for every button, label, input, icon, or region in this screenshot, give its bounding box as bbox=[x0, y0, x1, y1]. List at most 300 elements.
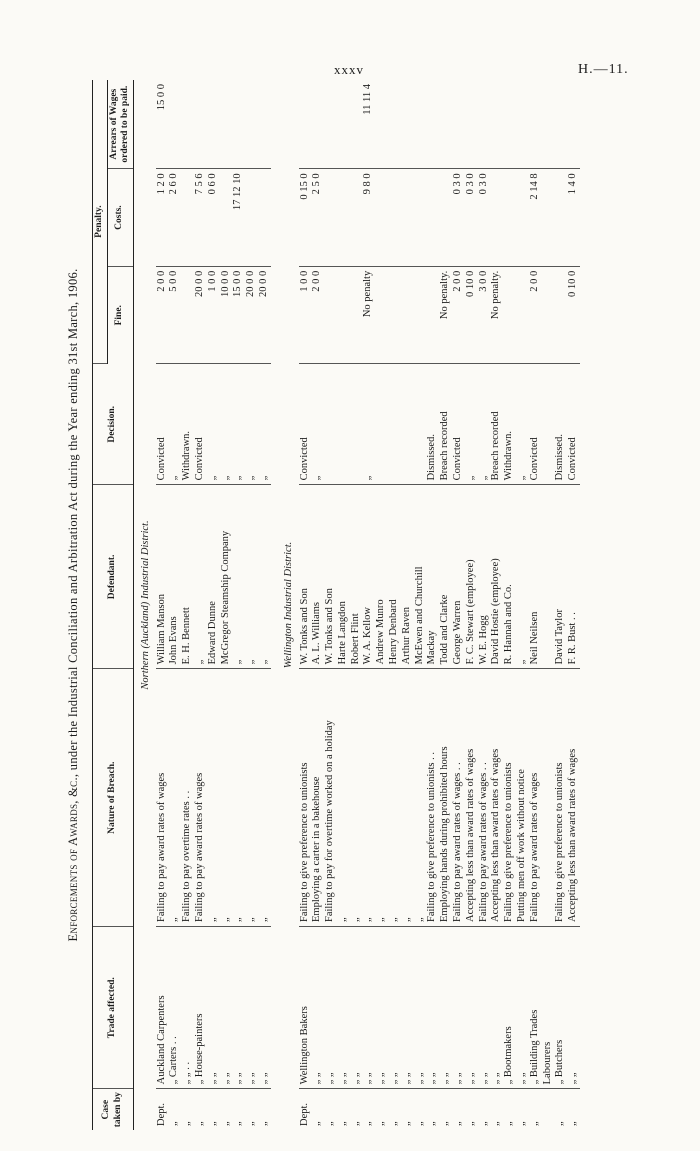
cell-defendant: W. A. Kellow bbox=[362, 485, 375, 669]
cell-costs: 17 12 10 bbox=[232, 169, 245, 266]
cell-decision: „ bbox=[311, 364, 324, 485]
section-title: Wellington Industrial District. bbox=[282, 541, 294, 669]
cell-defendant: A. L. Williams bbox=[311, 485, 324, 669]
cell-trade: „ Carters . . bbox=[168, 927, 181, 1089]
cell-trade: „ „ bbox=[426, 927, 439, 1089]
cell-case: „ bbox=[413, 1121, 425, 1126]
cell-breach: „ bbox=[207, 669, 220, 927]
cell-breach: Accepting less than award rates of wages bbox=[465, 669, 478, 927]
cell-breach: Failing to give preference to unionists bbox=[554, 669, 567, 927]
cell-costs bbox=[375, 169, 388, 266]
cell-decision: Convicted bbox=[156, 364, 169, 485]
cell-arrears bbox=[337, 80, 350, 169]
cell-defendant bbox=[542, 485, 555, 669]
cell-breach: Failing to give preference to unionists bbox=[299, 669, 312, 927]
cell-decision: „ bbox=[362, 364, 375, 485]
cell-trade: Wellington Bakers bbox=[299, 927, 312, 1089]
cell-case: „ bbox=[193, 1121, 205, 1126]
cell-case: „ bbox=[528, 1121, 540, 1126]
table-row bbox=[337, 80, 350, 1130]
cell-defendant: W. Tonks and Son bbox=[299, 485, 312, 669]
header-costs: Costs. bbox=[107, 169, 133, 266]
table-row bbox=[324, 80, 337, 1130]
cell-fine bbox=[542, 266, 555, 363]
cell-trade: „ „ bbox=[375, 927, 388, 1089]
cell-trade: „ Butchers bbox=[554, 927, 567, 1089]
table-row bbox=[350, 80, 363, 1130]
cell-defendant: „ bbox=[232, 485, 245, 669]
cell-fine bbox=[181, 266, 194, 363]
cell-fine bbox=[554, 266, 567, 363]
cell-fine: No penalty. bbox=[439, 266, 452, 363]
cell-fine: 2 0 0 bbox=[311, 266, 324, 363]
table-row bbox=[299, 80, 312, 1130]
cell-defendant: R. Hannah and Co. bbox=[503, 485, 516, 669]
cell-arrears bbox=[426, 80, 439, 169]
cell-defendant: McEwen and Churchill bbox=[414, 485, 427, 669]
cell-case: „ bbox=[336, 1121, 348, 1126]
table-title bbox=[66, 80, 81, 1130]
cell-case: „ bbox=[503, 1121, 515, 1126]
title-suffix: under the Industrial Conciliation and Arbitration Act during the Year ending 31st March, 1906. bbox=[66, 268, 80, 771]
cell-case: „ bbox=[206, 1121, 218, 1126]
cell-arrears bbox=[299, 80, 312, 169]
cell-trade: „ „ bbox=[490, 927, 503, 1089]
cell-case: „ bbox=[311, 1121, 323, 1126]
cell-trade: „ „ bbox=[207, 927, 220, 1089]
cell-costs: 1 2 0 bbox=[156, 169, 169, 266]
table-row bbox=[181, 80, 194, 1130]
cell-fine: 20 0 0 bbox=[258, 266, 271, 363]
cell-arrears bbox=[311, 80, 324, 169]
cell-case: „ bbox=[232, 1121, 244, 1126]
cell-costs bbox=[258, 169, 271, 266]
cell-trade: „ Building Trades bbox=[529, 927, 542, 1089]
cell-costs: 2 6 0 bbox=[168, 169, 181, 266]
cell-defendant: W. E. Hogg bbox=[478, 485, 491, 669]
table-row bbox=[490, 80, 503, 1130]
header-defendant: Defendant. bbox=[93, 485, 134, 669]
cell-breach: Accepting less than award rates of wages bbox=[490, 669, 503, 927]
header-case: Case taken by bbox=[93, 1089, 134, 1130]
table-row bbox=[503, 80, 516, 1130]
cell-defendant: George Warren bbox=[452, 485, 465, 669]
cell-fine: 3 0 0 bbox=[478, 266, 491, 363]
cell-costs bbox=[439, 169, 452, 266]
cell-decision bbox=[388, 364, 401, 485]
cell-defendant: „ bbox=[516, 485, 529, 669]
cell-trade: „ House-painters bbox=[194, 927, 207, 1089]
cell-breach: „ bbox=[401, 669, 414, 927]
cell-defendant: W. Tonks and Son bbox=[324, 485, 337, 669]
table-row bbox=[194, 80, 207, 1130]
cell-decision: „ bbox=[245, 364, 258, 485]
cell-defendant: Andrew Munro bbox=[375, 485, 388, 669]
cell-breach: „ bbox=[220, 669, 233, 927]
cell-trade: „ „ bbox=[439, 927, 452, 1089]
cell-decision: „ bbox=[220, 364, 233, 485]
cell-defendant: Henry Denbard bbox=[388, 485, 401, 669]
cell-fine bbox=[503, 266, 516, 363]
cell-breach: Putting men off work without notice bbox=[516, 669, 529, 927]
cell-fine: 0 10 0 bbox=[465, 266, 478, 363]
cell-breach: Failing to give preference to unionists . . bbox=[426, 669, 439, 927]
cell-arrears: 15 0 0 bbox=[156, 80, 169, 169]
cell-case: „ bbox=[362, 1121, 374, 1126]
cell-defendant: William Manson bbox=[156, 485, 169, 669]
cell-costs bbox=[350, 169, 363, 266]
cell-decision bbox=[350, 364, 363, 485]
cell-arrears bbox=[567, 80, 580, 169]
cell-arrears bbox=[207, 80, 220, 169]
cell-breach: Failing to pay overtime rates . . bbox=[181, 669, 194, 927]
cell-trade: „ „ . . bbox=[181, 927, 194, 1089]
cell-defendant: John Evans bbox=[168, 485, 181, 669]
rotated-table-region bbox=[66, 80, 632, 1130]
cell-costs bbox=[490, 169, 503, 266]
cell-arrears bbox=[388, 80, 401, 169]
cell-trade: „ „ bbox=[452, 927, 465, 1089]
cell-costs bbox=[426, 169, 439, 266]
table-row bbox=[426, 80, 439, 1130]
cell-costs: 9 8 0 bbox=[362, 169, 375, 266]
cell-costs bbox=[554, 169, 567, 266]
table-body bbox=[133, 80, 580, 1130]
cell-case: „ bbox=[477, 1121, 489, 1126]
cell-case: „ bbox=[567, 1121, 579, 1126]
cell-defendant: „ bbox=[194, 485, 207, 669]
cell-arrears bbox=[220, 80, 233, 169]
cell-case: „ bbox=[426, 1121, 438, 1126]
cell-breach: Failing to pay award rates of wages bbox=[194, 669, 207, 927]
cell-trade: Auckland Carpenters bbox=[156, 927, 169, 1089]
cell-trade: „ „ bbox=[401, 927, 414, 1089]
cell-decision: Convicted bbox=[567, 364, 580, 485]
cell-trade: „ „ bbox=[337, 927, 350, 1089]
cell-fine bbox=[324, 266, 337, 363]
table-row bbox=[232, 80, 245, 1130]
cell-case: „ bbox=[245, 1121, 257, 1126]
cell-case: „ bbox=[257, 1121, 269, 1126]
cell-defendant: E. H. Bennett bbox=[181, 485, 194, 669]
cell-trade: „ „ bbox=[311, 927, 324, 1089]
cell-breach: „ bbox=[337, 669, 350, 927]
cell-fine: 1 0 0 bbox=[207, 266, 220, 363]
cell-decision: Breach recorded bbox=[490, 364, 503, 485]
cell-breach: Employing hands during prohibited hours bbox=[439, 669, 452, 927]
cell-decision: „ bbox=[207, 364, 220, 485]
table-row bbox=[311, 80, 324, 1130]
cell-trade: „ „ bbox=[465, 927, 478, 1089]
table-row bbox=[401, 80, 414, 1130]
cell-arrears bbox=[490, 80, 503, 169]
cell-defendant: Harte Langdon bbox=[337, 485, 350, 669]
header-penalty: Penalty. bbox=[93, 80, 108, 364]
cell-arrears bbox=[194, 80, 207, 169]
cell-arrears bbox=[542, 80, 555, 169]
cell-costs bbox=[245, 169, 258, 266]
cell-costs bbox=[220, 169, 233, 266]
cell-fine: 5 0 0 bbox=[168, 266, 181, 363]
cell-fine bbox=[337, 266, 350, 363]
table-row bbox=[168, 80, 181, 1130]
cell-case: „ bbox=[375, 1121, 387, 1126]
cell-costs: 0 3 0 bbox=[465, 169, 478, 266]
cell-breach: „ bbox=[414, 669, 427, 927]
cell-arrears bbox=[232, 80, 245, 169]
cell-breach: „ bbox=[232, 669, 245, 927]
cell-costs: 0 3 0 bbox=[478, 169, 491, 266]
cell-fine: 20 0 0 bbox=[194, 266, 207, 363]
cell-defendant: Mackay bbox=[426, 485, 439, 669]
table-row bbox=[245, 80, 258, 1130]
cell-breach bbox=[542, 669, 555, 927]
cell-case: „ bbox=[181, 1121, 193, 1126]
cell-fine: 20 0 0 bbox=[245, 266, 258, 363]
cell-trade: „ „ bbox=[258, 927, 271, 1089]
cell-decision bbox=[324, 364, 337, 485]
cell-breach: Failing to pay award rates of wages . . bbox=[478, 669, 491, 927]
cell-trade: „ „ bbox=[388, 927, 401, 1089]
cell-breach: Failing to pay award rates of wages . . bbox=[452, 669, 465, 927]
table-row bbox=[375, 80, 388, 1130]
cell-case: Dept. bbox=[155, 1102, 167, 1126]
cell-decision: Withdrawn. bbox=[181, 364, 194, 485]
cell-fine bbox=[426, 266, 439, 363]
cell-costs bbox=[181, 169, 194, 266]
cell-fine: 0 10 0 bbox=[567, 266, 580, 363]
table-row bbox=[414, 80, 427, 1130]
cell-decision bbox=[375, 364, 388, 485]
cell-defendant: Neil Neilsen bbox=[529, 485, 542, 669]
cell-decision: „ bbox=[258, 364, 271, 485]
table-row bbox=[567, 80, 580, 1130]
cell-costs bbox=[337, 169, 350, 266]
cell-trade: „ „ bbox=[567, 927, 580, 1089]
cell-case: „ bbox=[516, 1121, 528, 1126]
cell-case: „ bbox=[349, 1121, 361, 1126]
cell-decision: Dismissed. bbox=[426, 364, 439, 485]
section-heading-row bbox=[277, 80, 299, 1130]
table-row bbox=[478, 80, 491, 1130]
cell-breach: Failing to pay award rates of wages bbox=[529, 669, 542, 927]
cell-costs bbox=[542, 169, 555, 266]
cell-case: „ bbox=[400, 1121, 412, 1126]
cell-trade: „ „ bbox=[414, 927, 427, 1089]
cell-arrears bbox=[245, 80, 258, 169]
cell-trade: „ „ bbox=[220, 927, 233, 1089]
cell-trade: Labourers bbox=[542, 927, 555, 1089]
cell-arrears bbox=[465, 80, 478, 169]
header-breach: Nature of Breach. bbox=[93, 669, 134, 927]
cell-arrears bbox=[375, 80, 388, 169]
cell-decision: Convicted bbox=[452, 364, 465, 485]
cell-arrears bbox=[503, 80, 516, 169]
cell-defendant: David Hostie (employee) bbox=[490, 485, 503, 669]
cell-case: „ bbox=[219, 1121, 231, 1126]
cell-decision: „ bbox=[232, 364, 245, 485]
cell-decision: Convicted bbox=[299, 364, 312, 485]
page-code: H.—11. bbox=[578, 62, 629, 77]
cell-fine: 2 0 0 bbox=[156, 266, 169, 363]
table-row bbox=[156, 80, 169, 1130]
table-row bbox=[258, 80, 271, 1130]
cell-fine: 10 0 0 bbox=[220, 266, 233, 363]
cell-costs bbox=[414, 169, 427, 266]
cell-fine: 2 0 0 bbox=[452, 266, 465, 363]
cell-arrears bbox=[401, 80, 414, 169]
cell-case: Dept. bbox=[298, 1102, 310, 1126]
cell-fine: 1 0 0 bbox=[299, 266, 312, 363]
cell-costs: 0 15 0 bbox=[299, 169, 312, 266]
cell-trade: „ Bootmakers bbox=[503, 927, 516, 1089]
cell-decision: „ bbox=[168, 364, 181, 485]
cell-fine bbox=[350, 266, 363, 363]
cell-breach: „ bbox=[388, 669, 401, 927]
header-trade: Trade affected. bbox=[93, 927, 134, 1089]
cell-breach: „ bbox=[168, 669, 181, 927]
table-row bbox=[465, 80, 478, 1130]
cell-defendant: McGregor Steamship Company bbox=[220, 485, 233, 669]
cell-defendant: Arthur Raven bbox=[401, 485, 414, 669]
cell-costs: 7 5 6 bbox=[194, 169, 207, 266]
cell-costs: 2 14 8 bbox=[529, 169, 542, 266]
title-prefix: Enforcements of Awards, &c., bbox=[66, 773, 80, 942]
cell-costs bbox=[401, 169, 414, 266]
cell-breach: „ bbox=[258, 669, 271, 927]
cell-arrears bbox=[452, 80, 465, 169]
cell-decision: Withdrawn. bbox=[503, 364, 516, 485]
cell-breach: „ bbox=[350, 669, 363, 927]
cell-breach: Failing to pay award rates of wages bbox=[156, 669, 169, 927]
cell-costs bbox=[324, 169, 337, 266]
cell-costs bbox=[503, 169, 516, 266]
cell-case: „ bbox=[554, 1121, 566, 1126]
cell-arrears bbox=[181, 80, 194, 169]
cell-decision bbox=[337, 364, 350, 485]
table-row bbox=[207, 80, 220, 1130]
page-number: xxxv bbox=[334, 62, 364, 77]
table-row bbox=[452, 80, 465, 1130]
cell-arrears bbox=[324, 80, 337, 169]
cell-case: „ bbox=[452, 1121, 464, 1126]
cell-breach: Failing to give preference to unionists bbox=[503, 669, 516, 927]
cell-defendant: „ bbox=[245, 485, 258, 669]
cell-trade: „ „ bbox=[362, 927, 375, 1089]
cell-defendant: Edward Dunne bbox=[207, 485, 220, 669]
cell-arrears bbox=[439, 80, 452, 169]
cell-fine bbox=[414, 266, 427, 363]
section-heading-row bbox=[133, 80, 155, 1130]
header-fine: Fine. bbox=[107, 266, 133, 363]
cell-arrears bbox=[350, 80, 363, 169]
cell-decision: Convicted bbox=[529, 364, 542, 485]
cell-case: „ bbox=[490, 1121, 502, 1126]
cell-decision: „ bbox=[478, 364, 491, 485]
cell-fine: No penalty bbox=[362, 266, 375, 363]
cell-breach: Employing a carter in a bakehouse bbox=[311, 669, 324, 927]
table-row bbox=[362, 80, 375, 1130]
cell-decision bbox=[401, 364, 414, 485]
cell-trade: „ „ bbox=[516, 927, 529, 1089]
cell-fine bbox=[516, 266, 529, 363]
section-title: Northern (Auckland) Industrial District. bbox=[139, 520, 151, 690]
cell-breach: Failing to pay for overtime worked on a holiday bbox=[324, 669, 337, 927]
cell-arrears bbox=[258, 80, 271, 169]
cell-defendant: Robert Flint bbox=[350, 485, 363, 669]
cell-defendant: „ bbox=[258, 485, 271, 669]
cell-arrears bbox=[168, 80, 181, 169]
cell-defendant: David Taylor bbox=[554, 485, 567, 669]
cell-case: „ bbox=[168, 1121, 180, 1126]
table-row bbox=[542, 80, 555, 1130]
cell-fine: 15 0 0 bbox=[232, 266, 245, 363]
cell-costs: 0 3 0 bbox=[452, 169, 465, 266]
cell-decision: „ bbox=[516, 364, 529, 485]
cell-costs bbox=[388, 169, 401, 266]
cell-case: „ bbox=[324, 1121, 336, 1126]
cell-costs: 0 6 0 bbox=[207, 169, 220, 266]
cell-arrears: 11 11 4 bbox=[362, 80, 375, 169]
cell-defendant: F. R. Bust . . bbox=[567, 485, 580, 669]
header-arrears: Arrears of Wages ordered to be paid. bbox=[107, 80, 133, 169]
cell-trade: „ „ bbox=[232, 927, 245, 1089]
cell-breach: „ bbox=[245, 669, 258, 927]
cell-decision: Breach recorded bbox=[439, 364, 452, 485]
table-row bbox=[516, 80, 529, 1130]
table-row bbox=[220, 80, 233, 1130]
cell-decision: Dismissed. bbox=[554, 364, 567, 485]
cell-costs: 1 4 0 bbox=[567, 169, 580, 266]
enforcements-table bbox=[92, 80, 580, 1130]
cell-fine bbox=[401, 266, 414, 363]
cell-fine: 2 0 0 bbox=[529, 266, 542, 363]
cell-decision bbox=[542, 364, 555, 485]
cell-defendant: Todd and Clarke bbox=[439, 485, 452, 669]
cell-case: „ bbox=[439, 1121, 451, 1126]
cell-defendant: F. C. Stewart (employee) bbox=[465, 485, 478, 669]
cell-case: „ bbox=[388, 1121, 400, 1126]
cell-case bbox=[542, 1089, 555, 1130]
cell-breach: Accepting less than award rates of wages bbox=[567, 669, 580, 927]
table-row bbox=[439, 80, 452, 1130]
header-decision: Decision. bbox=[93, 364, 134, 485]
cell-decision: Convicted bbox=[194, 364, 207, 485]
cell-breach: „ bbox=[362, 669, 375, 927]
cell-arrears bbox=[414, 80, 427, 169]
cell-trade: „ „ bbox=[350, 927, 363, 1089]
cell-case: „ bbox=[464, 1121, 476, 1126]
cell-breach: „ bbox=[375, 669, 388, 927]
cell-arrears bbox=[516, 80, 529, 169]
table-row bbox=[388, 80, 401, 1130]
cell-decision bbox=[414, 364, 427, 485]
cell-fine: No penalty. bbox=[490, 266, 503, 363]
cell-arrears bbox=[529, 80, 542, 169]
cell-trade: „ „ bbox=[324, 927, 337, 1089]
cell-costs: 2 5 0 bbox=[311, 169, 324, 266]
cell-fine bbox=[388, 266, 401, 363]
cell-arrears bbox=[478, 80, 491, 169]
table-row bbox=[529, 80, 542, 1130]
cell-fine bbox=[375, 266, 388, 363]
cell-decision: „ bbox=[465, 364, 478, 485]
cell-trade: „ „ bbox=[245, 927, 258, 1089]
cell-trade: „ „ bbox=[478, 927, 491, 1089]
cell-arrears bbox=[554, 80, 567, 169]
cell-costs bbox=[516, 169, 529, 266]
table-row bbox=[554, 80, 567, 1130]
